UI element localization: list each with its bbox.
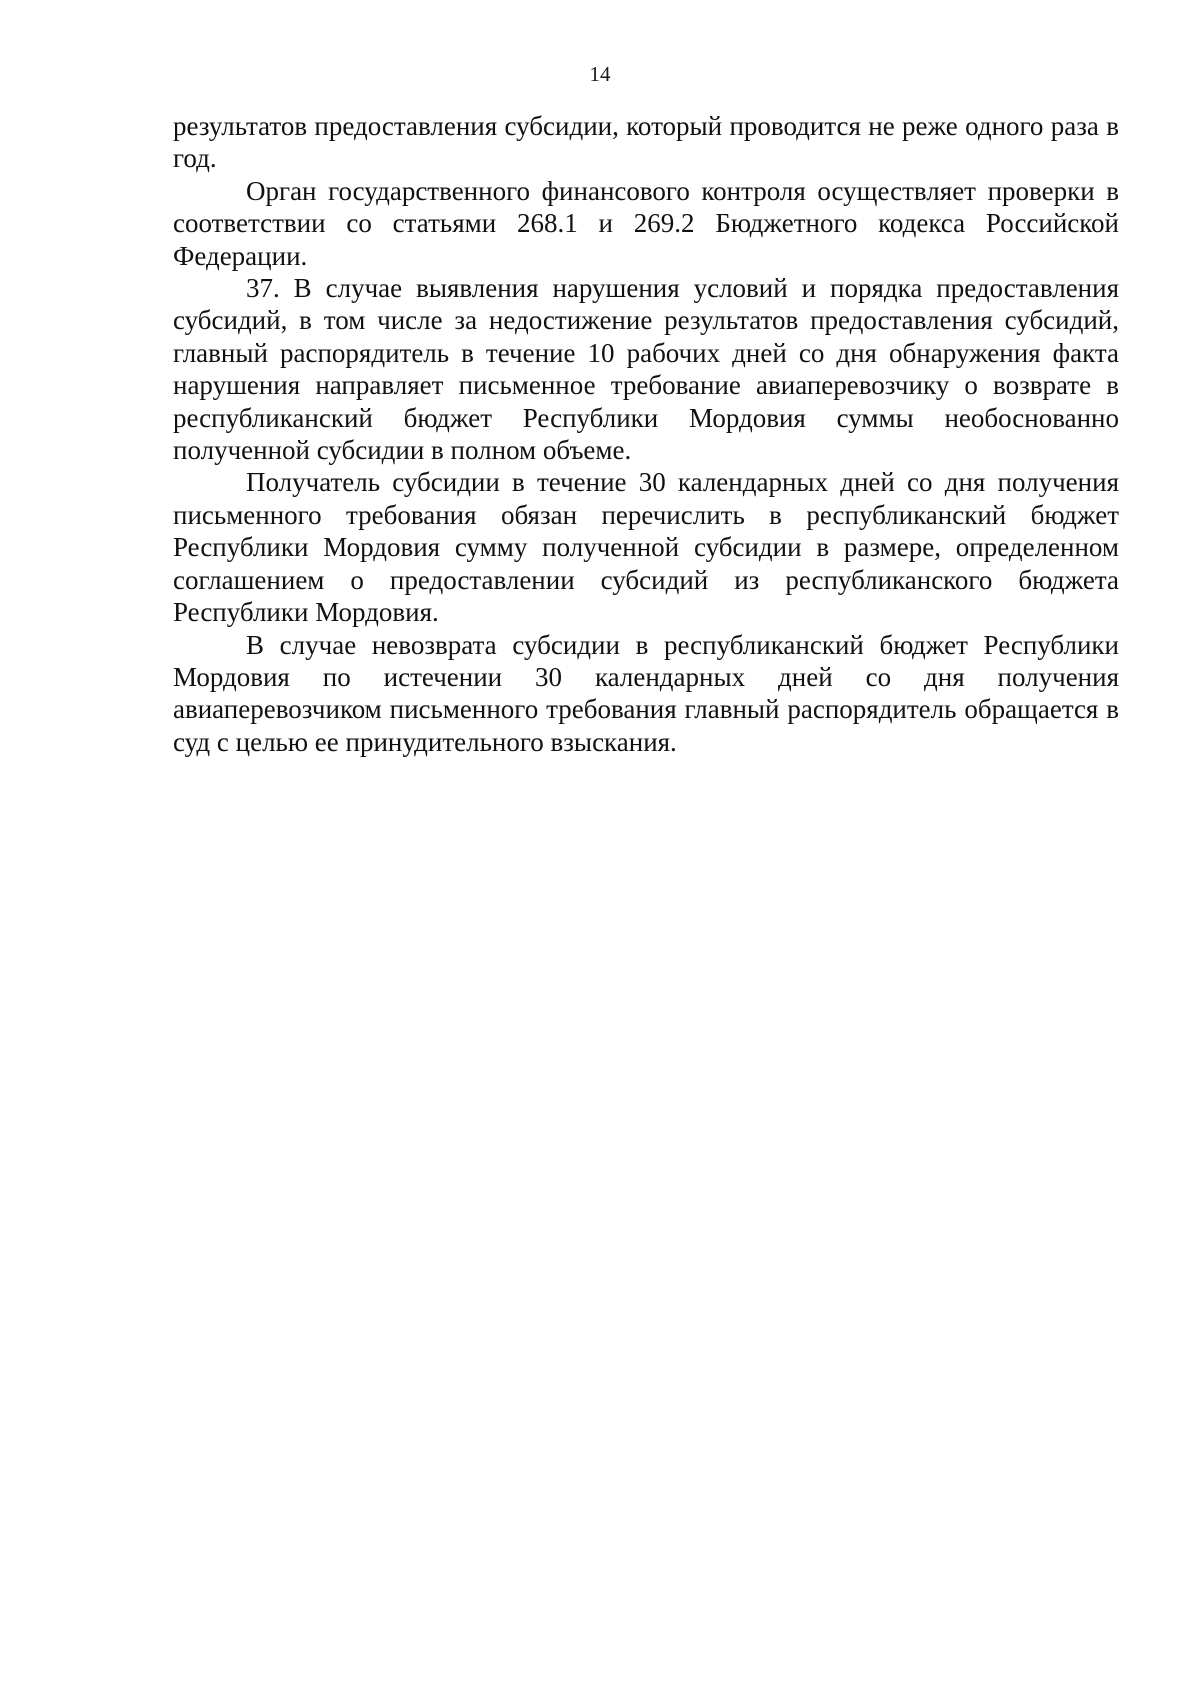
page-number: 14 <box>589 62 611 86</box>
paragraph-court-recovery: В случае невозврата субсидии в республиканский бюджет Республики Мордовия по истечении 30 календарных дней со дня получения авиаперевозчиком письменного требования главный распорядитель обращается в суд с целью ее принудительного взыскания. <box>173 629 1119 757</box>
paragraph-recipient-refund: Получатель субсидии в течение 30 календарных дней со дня получения письменного требования обязан перечислить в республиканский бюджет Республики Мордовия сумму полученной субсидии в размере, определенном соглашением о предоставлении субсидий из республиканского бюджета Республики Мордовия. <box>173 467 1119 628</box>
paragraph-continuation: результатов предоставления субсидии, который проводится не реже одного раза в год. <box>173 111 1119 174</box>
paragraph-item-37: 37. В случае выявления нарушения условий и порядка предоставления субсидий, в том числе за недостижение результатов предоставления субсидий, главный распорядитель в течение 10 рабочих дней со дня обнаружения факта нарушения направляет письменное требование авиаперевозчику о возврате в республиканский бюджет Республики Мордовия суммы необоснованно полученной субсидии в полном объеме. <box>173 273 1119 466</box>
paragraph-financial-control: Орган государственного финансового контроля осуществляет проверки в соответствии со статьями 268.1 и 269.2 Бюджетного кодекса Российской Федерации. <box>173 175 1119 271</box>
document-body <box>173 110 1119 758</box>
